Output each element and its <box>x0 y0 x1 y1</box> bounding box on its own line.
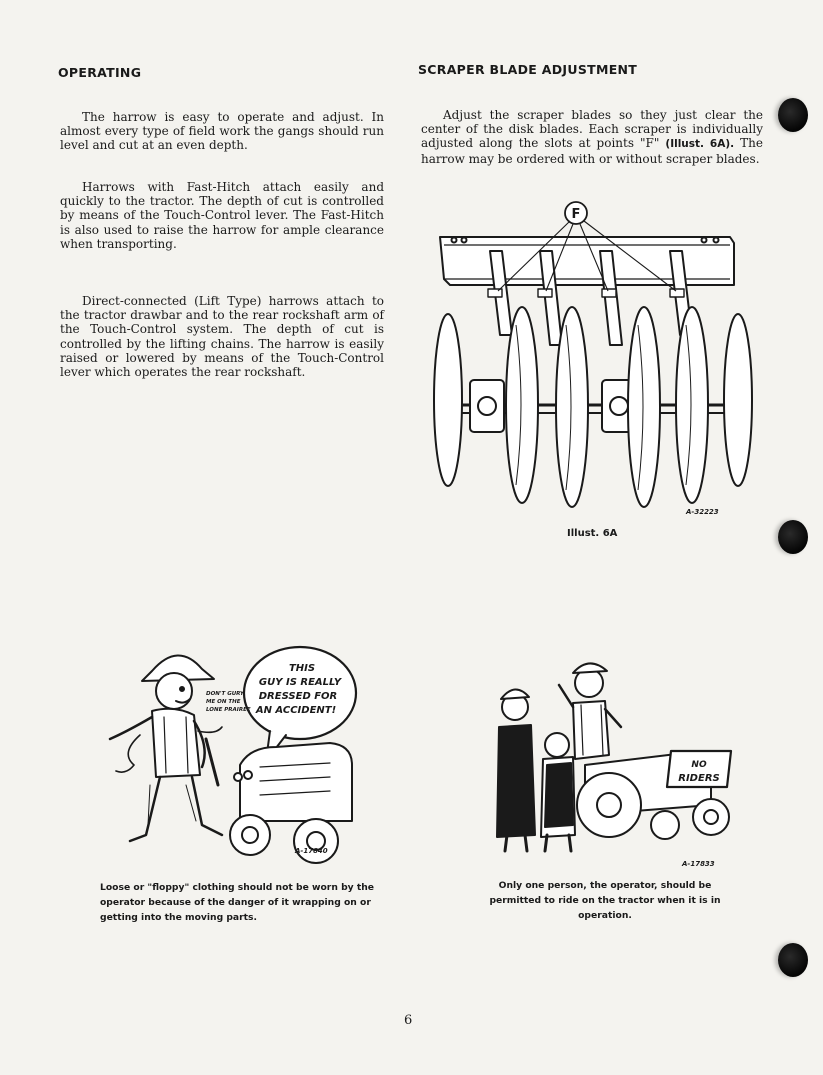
punch-hole-top <box>778 98 808 132</box>
illustration-ref-number: A-32223 <box>686 508 719 516</box>
show-through-text <box>240 60 430 90</box>
pocket-note-line-1: DON'T GURY <box>206 691 244 697</box>
operating-paragraph-3: Direct-connected (Lift Type) harrows attach to the tractor drawbar and to the rear rockshaft arm of the Touch-Control system. The depth of cut is controlled by the lifting chains. The harrow is easily raised or lowered by means of the Touch-Control lever which operates the rear rockshaft. <box>60 294 384 380</box>
left-cartoon-ref-number: A-17840 <box>295 847 328 855</box>
scraper-blade-heading: SCRAPER BLADE ADJUSTMENT <box>418 62 638 77</box>
scraper-paragraph-text-end: The harrow may be ordered with or without scraper blades. <box>421 136 763 166</box>
right-cartoon-caption: Only one person, the operator, should be permitted to ride on the tractor when it is in operation. <box>489 880 721 921</box>
no-riders-sign-line-2: RIDERS <box>678 773 720 784</box>
speech-bubble-line-2: GUY IS REALLY <box>258 677 342 688</box>
callout-letter-f: F <box>571 207 581 222</box>
punch-hole-middle <box>778 520 808 554</box>
scraper-paragraph-text: Adjust the scraper blades so they just clear the center of the disk blades. Each scraper is individually adjusted along the slots at points "F" <box>421 108 763 151</box>
disk-harrow-illustration <box>430 195 760 515</box>
pocket-note-line-2: ME ON THE <box>206 699 241 705</box>
loose-clothing-cartoon <box>90 635 360 865</box>
speech-bubble-line-4: AN ACCIDENT! <box>255 705 337 716</box>
page-number: 6 <box>404 1013 413 1028</box>
speech-bubble-line-1: THIS <box>288 663 316 674</box>
operating-heading: OPERATING <box>58 65 142 80</box>
illustration-label: Illust. 6A <box>567 528 618 539</box>
no-riders-cartoon <box>485 655 735 865</box>
no-riders-sign-line-1: NO <box>691 760 707 770</box>
scraper-paragraph <box>421 108 763 166</box>
operating-paragraph-1: The harrow is easy to operate and adjust. In almost every type of field work the gangs should run level and cut at an even depth. <box>60 110 384 153</box>
pocket-note-line-3: LONE PRAIREE <box>206 707 251 713</box>
punch-hole-bottom <box>778 943 808 977</box>
illustration-reference: (Illust. 6A). <box>665 138 735 151</box>
right-cartoon-ref-number: A-17833 <box>682 860 715 868</box>
left-cartoon-caption: Loose or "floppy" clothing should not be worn by the operator because of the danger of it wrapping on or getting into the moving parts. <box>100 882 374 923</box>
operating-paragraph-2: Harrows with Fast-Hitch attach easily and quickly to the tractor. The depth of cut is controlled by means of the Touch-Control lever. The Fast-Hitch is also used to raise the harrow for ample clearance when transporting. <box>60 180 384 251</box>
speech-bubble-line-3: DRESSED FOR <box>258 691 338 702</box>
